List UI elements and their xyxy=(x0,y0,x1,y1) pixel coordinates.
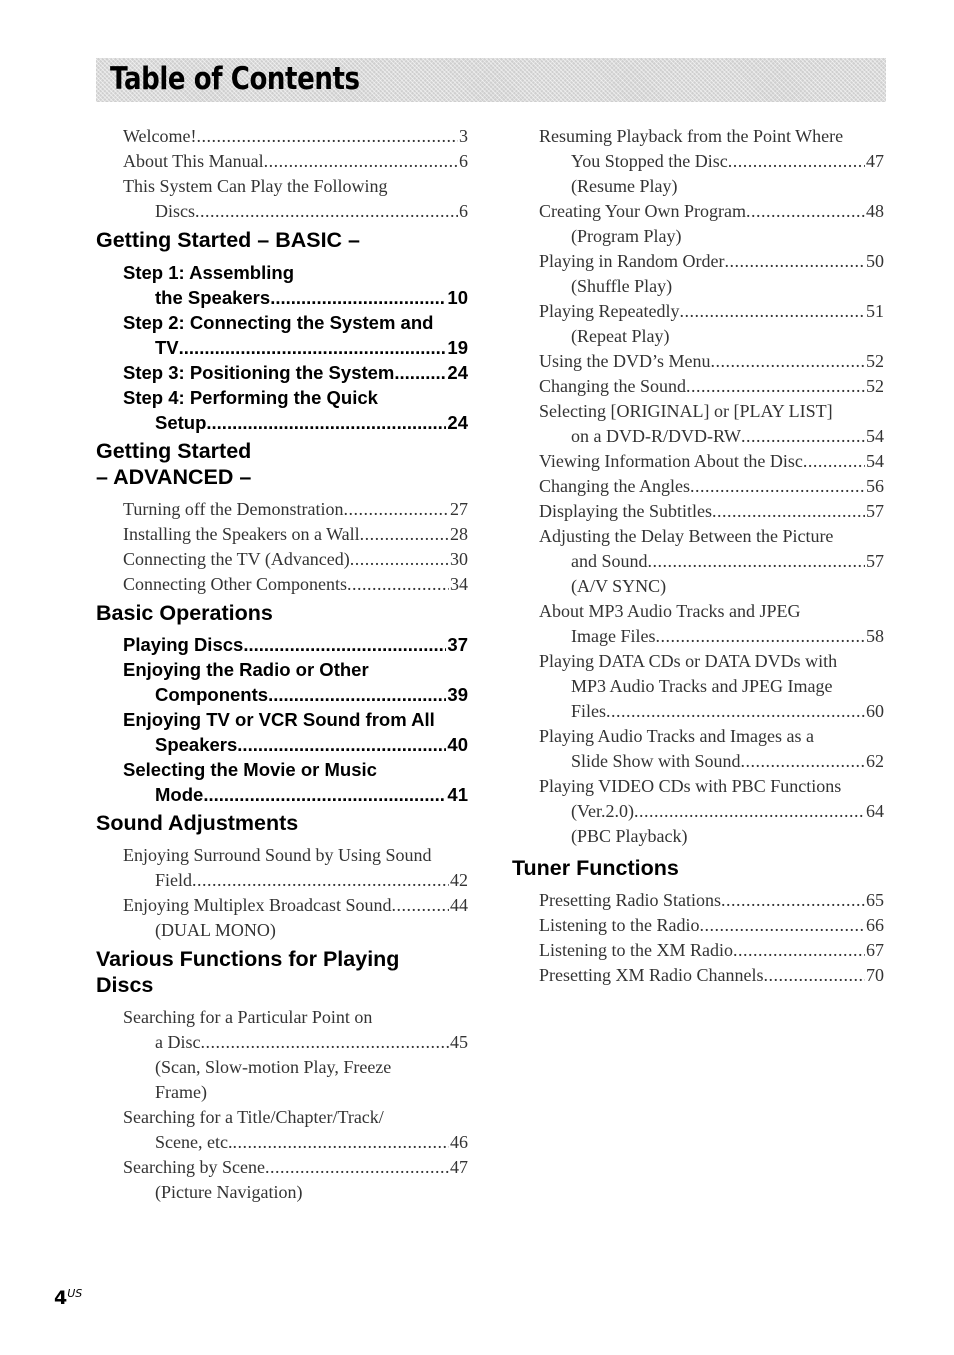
page-number: 30 xyxy=(450,548,468,569)
toc-entry-step3[interactable]: Step 3: Positioning the System ..... 24 xyxy=(96,360,468,385)
footer-page-number: 4 xyxy=(54,1287,68,1309)
page-number: 47 xyxy=(450,1156,468,1177)
page-number: 50 xyxy=(866,251,884,271)
page-number: 28 xyxy=(450,523,468,544)
footer-page-suffix: US xyxy=(67,1287,83,1300)
page-number: 54 xyxy=(866,426,884,446)
toc-right-column xyxy=(512,124,884,988)
page-number: 6 xyxy=(459,201,468,221)
toc-entry-dvd-menu[interactable]: Using the DVD’s Menu ..... 52 xyxy=(512,349,884,374)
page-number: 67 xyxy=(866,939,884,960)
toc-entry-subtitles[interactable]: Displaying the Subtitles ..... 57 xyxy=(512,499,884,524)
toc-entry-video-cds[interactable]: Playing VIDEO CDs with PBC Functions (Ver.2.0) ..... 64 (PBC Playback) xyxy=(512,774,884,849)
toc-entry-data-cds[interactable]: Playing DATA CDs or DATA DVDs with MP3 Audio Tracks and JPEG Image Files ..... 60 xyxy=(512,649,884,724)
page-number: 41 xyxy=(447,784,468,805)
page-number: 44 xyxy=(450,894,468,915)
section-heading-advanced: Getting Started – ADVANCED – xyxy=(96,438,252,489)
section-heading-basic: Getting Started – BASIC – xyxy=(96,228,361,252)
toc-entry-mp3-jpeg[interactable]: About MP3 Audio Tracks and JPEG Image Files ..... 58 xyxy=(512,599,884,649)
toc-entry-original-playlist[interactable]: Selecting [ORIGINAL] or [PLAY LIST] on a DVD-R/DVD-RW ..... 54 xyxy=(512,399,884,449)
toc-entry-movie-music-mode[interactable]: Selecting the Movie or Music Mode ..... 41 xyxy=(96,757,468,807)
toc-entry-angles[interactable]: Changing the Angles ..... 56 xyxy=(512,474,884,499)
page-title: Table of Contents xyxy=(110,61,360,97)
section-heading-basic-operations: Basic Operations xyxy=(96,600,273,625)
page-number: 57 xyxy=(866,551,884,571)
page-number: 52 xyxy=(866,351,884,371)
toc-entry-radio[interactable]: Enjoying the Radio or Other Components ..... 39 xyxy=(96,657,468,707)
toc-entry-searching-title[interactable]: Searching for a Title/Chapter/Track/ Scene, etc. ..... 46 xyxy=(96,1105,468,1155)
toc-entry-program-play[interactable]: Creating Your Own Program ..... 48 (Program Play) xyxy=(512,199,884,249)
toc-entry-connecting-components[interactable]: Connecting Other Components ..... 34 xyxy=(96,572,468,597)
toc-entry-slide-show[interactable]: Playing Audio Tracks and Images as a Slide Show with Sound ..... 62 xyxy=(512,724,884,774)
page-number: 39 xyxy=(447,684,468,705)
toc-entry-surround-sound[interactable]: Enjoying Surround Sound by Using Sound Field ..... 42 xyxy=(96,843,468,893)
page-number: 60 xyxy=(866,701,884,721)
toc-entry-presetting-radio[interactable]: Presetting Radio Stations ..... 65 xyxy=(512,888,884,913)
page-number: 27 xyxy=(450,498,468,519)
page-number: 45 xyxy=(450,1031,468,1052)
page-number: 42 xyxy=(450,869,468,890)
toc-entry-demonstration[interactable]: Turning off the Demonstration ..... 27 xyxy=(96,497,468,522)
page-number: 58 xyxy=(866,626,884,646)
toc-entry-xm-radio[interactable]: Listening to the XM Radio ..... 67 xyxy=(512,938,884,963)
page-number: 40 xyxy=(447,734,468,755)
page-number: 51 xyxy=(866,301,884,321)
page-footer xyxy=(54,1287,82,1309)
page-number: 54 xyxy=(866,451,884,471)
page-number: 70 xyxy=(866,964,884,985)
page-number: 10 xyxy=(447,286,468,308)
toc-entry-connecting-tv[interactable]: Connecting the TV (Advanced) ..... 30 xyxy=(96,547,468,572)
page-number: 57 xyxy=(866,501,884,521)
toc-entry-av-sync[interactable]: Adjusting the Delay Between the Picture and Sound ..... 57 (A/V SYNC) xyxy=(512,524,884,599)
toc-entry-searching-point[interactable]: Searching for a Particular Point on a Disc ..... 45 (Scan, Slow-motion Play, Freeze Frame) xyxy=(96,1005,468,1105)
toc-entry-welcome[interactable]: Welcome! ..... 3 xyxy=(96,124,468,149)
page-number: 64 xyxy=(866,801,884,821)
page-number: 24 xyxy=(447,411,468,433)
toc-entry-searching-scene[interactable]: Searching by Scene ..... 47 (Picture Navigation) xyxy=(96,1155,468,1205)
toc-entry-tv-vcr-sound[interactable]: Enjoying TV or VCR Sound from All Speakers ..... 40 xyxy=(96,707,468,757)
page-number: 3 xyxy=(459,126,468,146)
page-number: 24 xyxy=(447,361,468,383)
toc-entry-resume-play[interactable]: Resuming Playback from the Point Where You Stopped the Disc ..... 47 (Resume Play) xyxy=(512,124,884,199)
toc-entry-playing-discs[interactable]: Playing Discs ..... 37 xyxy=(96,632,468,657)
section-heading-sound: Sound Adjustments xyxy=(96,811,299,835)
toc-entry-step2[interactable]: Step 2: Connecting the System and TV ..... 19 xyxy=(96,310,468,360)
page-number: 46 xyxy=(450,1131,468,1152)
toc-entry-about-manual[interactable]: About This Manual ..... 6 xyxy=(96,149,468,174)
toc-entry-playable-discs[interactable]: This System Can Play the Following Discs ..... 6 xyxy=(96,174,468,224)
toc-entry-multiplex[interactable]: Enjoying Multiplex Broadcast Sound ..... 44 (DUAL MONO) xyxy=(96,893,468,943)
page-number: 52 xyxy=(866,376,884,396)
page-number: 62 xyxy=(866,751,884,771)
page-number: 47 xyxy=(866,151,884,171)
section-heading-various: Various Functions for Playing Discs xyxy=(96,946,400,997)
page-number: 56 xyxy=(866,476,884,496)
title-banner xyxy=(96,58,886,102)
page-number: 37 xyxy=(447,634,468,655)
page-number: 66 xyxy=(866,914,884,935)
toc-entry-disc-info[interactable]: Viewing Information About the Disc ..... 54 xyxy=(512,449,884,474)
toc-entry-repeat-play[interactable]: Playing Repeatedly ..... 51 (Repeat Play) xyxy=(512,299,884,349)
toc-left-column xyxy=(96,124,468,1205)
toc-entry-shuffle-play[interactable]: Playing in Random Order ..... 50 (Shuffle Play) xyxy=(512,249,884,299)
page-number: 6 xyxy=(459,151,468,171)
page-number: 34 xyxy=(450,573,468,594)
toc-entry-xm-channels[interactable]: Presetting XM Radio Channels ..... 70 xyxy=(512,963,884,988)
page-number: 48 xyxy=(866,201,884,221)
page-number: 19 xyxy=(447,336,468,358)
toc-entry-installing-speakers[interactable]: Installing the Speakers on a Wall ..... 28 xyxy=(96,522,468,547)
toc-entry-step4[interactable]: Step 4: Performing the Quick Setup ..... 24 xyxy=(96,385,468,435)
toc-entry-changing-sound[interactable]: Changing the Sound ..... 52 xyxy=(512,374,884,399)
section-heading-tuner: Tuner Functions xyxy=(512,856,679,880)
page-number: 65 xyxy=(866,889,884,910)
toc-entry-listening-radio[interactable]: Listening to the Radio ..... 66 xyxy=(512,913,884,938)
toc-entry-step1[interactable]: Step 1: Assembling the Speakers ..... 10 xyxy=(96,260,468,310)
